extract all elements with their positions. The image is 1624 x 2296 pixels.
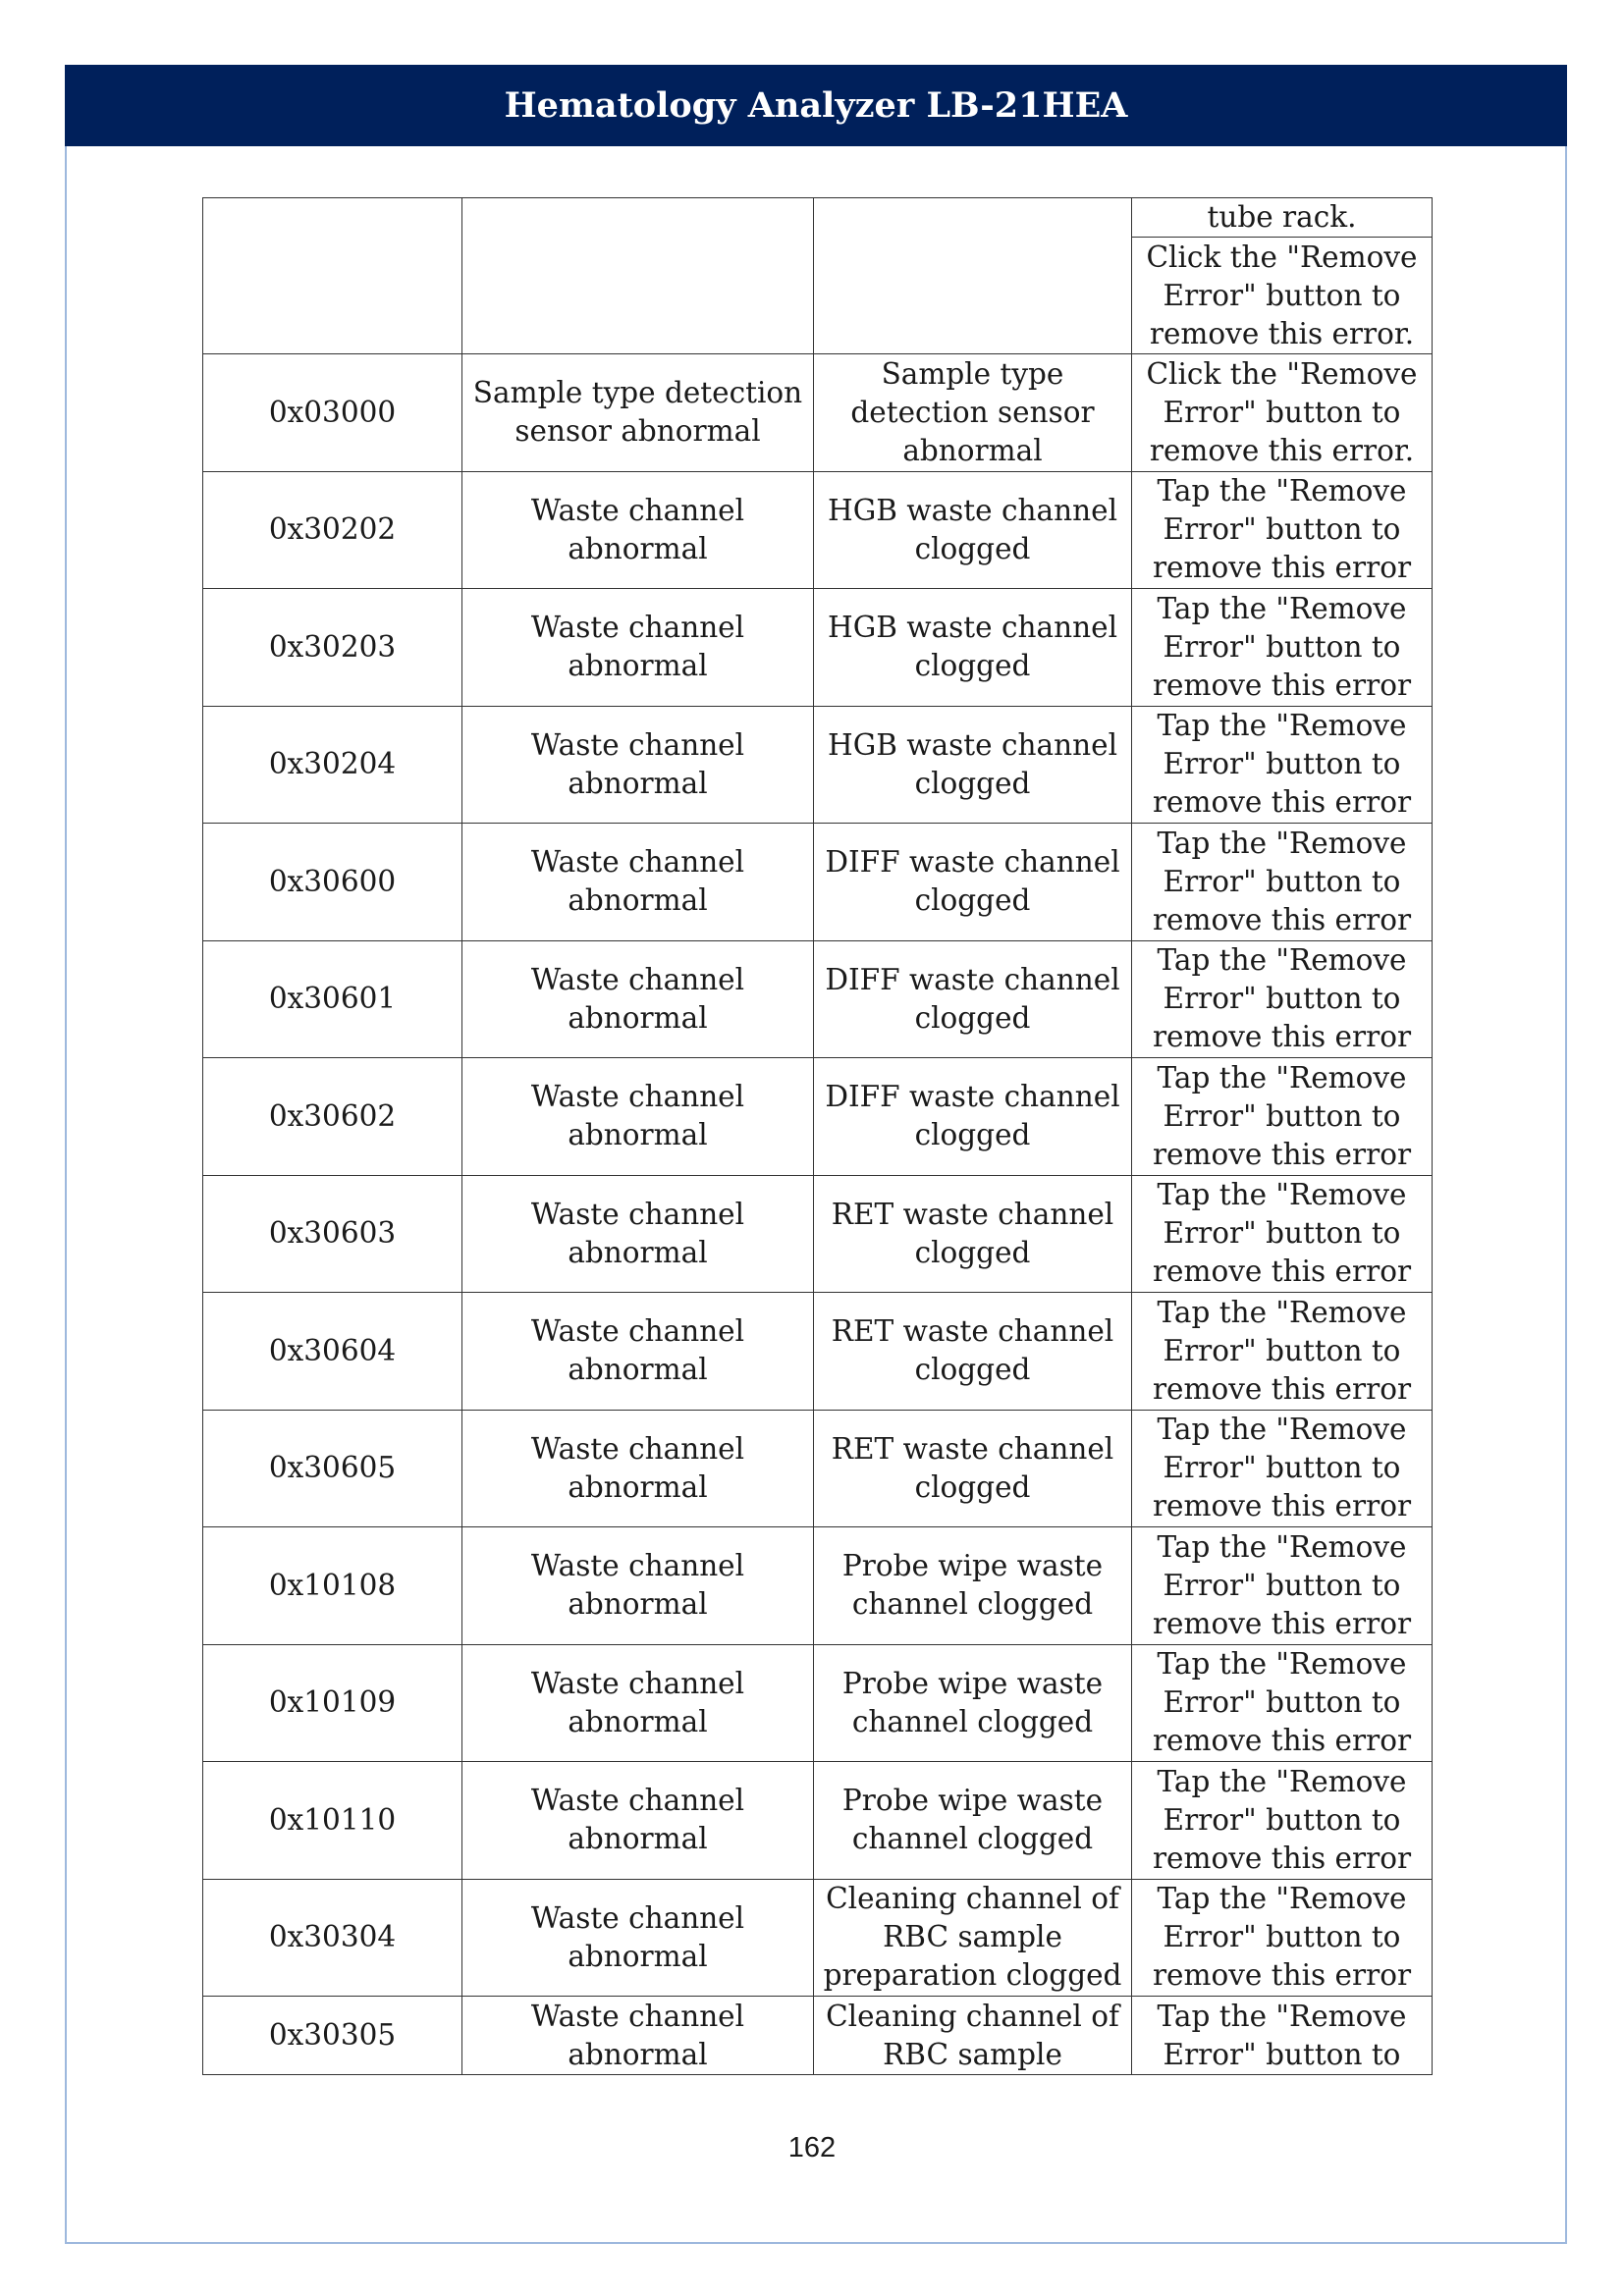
action-cell: Tap the "Remove Error" button to remove this error (1132, 1762, 1433, 1880)
action-cell: Tap the "Remove Error" button to remove this error (1132, 824, 1433, 941)
cause-cell: DIFF waste channel clogged (814, 1058, 1132, 1176)
table-row (203, 1879, 1433, 1997)
cause-cell: DIFF waste channel clogged (814, 940, 1132, 1058)
name-cell: Waste channel abnormal (462, 1762, 814, 1880)
action-cell: Tap the "Remove Error" button to remove this error (1132, 1879, 1433, 1997)
code-cell: 0x30601 (203, 940, 462, 1058)
table-row (203, 940, 1433, 1058)
cause-cell: Cleaning channel of RBC sample (814, 1997, 1132, 2075)
name-cell (462, 198, 814, 354)
cause-cell: RET waste channel clogged (814, 1410, 1132, 1527)
document-title: Hematology Analyzer LB-21HEA (504, 85, 1128, 126)
name-cell: Waste channel abnormal (462, 471, 814, 589)
cause-cell: Probe wipe waste channel clogged (814, 1527, 1132, 1645)
name-cell: Waste channel abnormal (462, 1293, 814, 1411)
table-row (203, 1175, 1433, 1293)
code-cell: 0x03000 (203, 354, 462, 472)
cause-cell: HGB waste channel clogged (814, 471, 1132, 589)
name-cell: Waste channel abnormal (462, 1879, 814, 1997)
cause-cell: RET waste channel clogged (814, 1293, 1132, 1411)
cause-cell: Probe wipe waste channel clogged (814, 1762, 1132, 1880)
table-row (203, 1410, 1433, 1527)
code-cell: 0x30305 (203, 1997, 462, 2075)
name-cell: Waste channel abnormal (462, 1410, 814, 1527)
name-cell: Waste channel abnormal (462, 1175, 814, 1293)
action-cell: Tap the "Remove Error" button to remove this error (1132, 1527, 1433, 1645)
action-cell: Tap the "Remove Error" button to (1132, 1997, 1433, 2075)
code-cell: 0x10108 (203, 1527, 462, 1645)
document-header (65, 65, 1567, 146)
cause-cell: Sample type detection sensor abnormal (814, 354, 1132, 472)
cause-cell (814, 198, 1132, 354)
page-number: 162 (787, 2132, 837, 2163)
table-row (203, 1762, 1433, 1880)
action-cell: Tap the "Remove Error" button to remove this error (1132, 1175, 1433, 1293)
action-cell: tube rack. (1132, 198, 1433, 238)
action-cell: Tap the "Remove Error" button to remove this error (1132, 706, 1433, 824)
action-cell: Tap the "Remove Error" button to remove this error (1132, 589, 1433, 707)
error-code-table (202, 197, 1433, 2075)
table-row (203, 589, 1433, 707)
name-cell: Waste channel abnormal (462, 1527, 814, 1645)
error-table-body (203, 198, 1433, 2075)
action-cell: Click the "Remove Error" button to remove this error. (1132, 354, 1433, 472)
name-cell: Waste channel abnormal (462, 706, 814, 824)
cause-cell: DIFF waste channel clogged (814, 824, 1132, 941)
name-cell: Sample type detection sensor abnormal (462, 354, 814, 472)
code-cell: 0x10110 (203, 1762, 462, 1880)
code-cell: 0x30605 (203, 1410, 462, 1527)
code-cell: 0x30304 (203, 1879, 462, 1997)
code-cell: 0x30603 (203, 1175, 462, 1293)
table-row (203, 1293, 1433, 1411)
code-cell: 0x30202 (203, 471, 462, 589)
code-cell: 0x10109 (203, 1644, 462, 1762)
action-cell: Tap the "Remove Error" button to remove this error (1132, 471, 1433, 589)
code-cell: 0x30602 (203, 1058, 462, 1176)
action-cell: Tap the "Remove Error" button to remove this error (1132, 1058, 1433, 1176)
code-cell: 0x30203 (203, 589, 462, 707)
action-cell: Click the "Remove Error" button to remove this error. (1132, 238, 1433, 354)
table-row (203, 824, 1433, 941)
cause-cell: Cleaning channel of RBC sample preparation clogged (814, 1879, 1132, 1997)
code-cell: 0x30604 (203, 1293, 462, 1411)
table-row (203, 198, 1433, 238)
table-row (203, 471, 1433, 589)
name-cell: Waste channel abnormal (462, 1058, 814, 1176)
code-cell: 0x30204 (203, 706, 462, 824)
name-cell: Waste channel abnormal (462, 589, 814, 707)
action-cell: Tap the "Remove Error" button to remove this error (1132, 940, 1433, 1058)
name-cell: Waste channel abnormal (462, 940, 814, 1058)
action-cell: Tap the "Remove Error" button to remove this error (1132, 1644, 1433, 1762)
cause-cell: HGB waste channel clogged (814, 589, 1132, 707)
name-cell: Waste channel abnormal (462, 1997, 814, 2075)
cause-cell: RET waste channel clogged (814, 1175, 1132, 1293)
cause-cell: HGB waste channel clogged (814, 706, 1132, 824)
table-row (203, 1058, 1433, 1176)
cause-cell: Probe wipe waste channel clogged (814, 1644, 1132, 1762)
name-cell: Waste channel abnormal (462, 1644, 814, 1762)
code-cell (203, 198, 462, 354)
code-cell: 0x30600 (203, 824, 462, 941)
table-row (203, 1997, 1433, 2075)
table-row (203, 1527, 1433, 1645)
name-cell: Waste channel abnormal (462, 824, 814, 941)
table-row (203, 706, 1433, 824)
action-cell: Tap the "Remove Error" button to remove this error (1132, 1410, 1433, 1527)
table-row (203, 1644, 1433, 1762)
table-row (203, 354, 1433, 472)
action-cell: Tap the "Remove Error" button to remove this error (1132, 1293, 1433, 1411)
